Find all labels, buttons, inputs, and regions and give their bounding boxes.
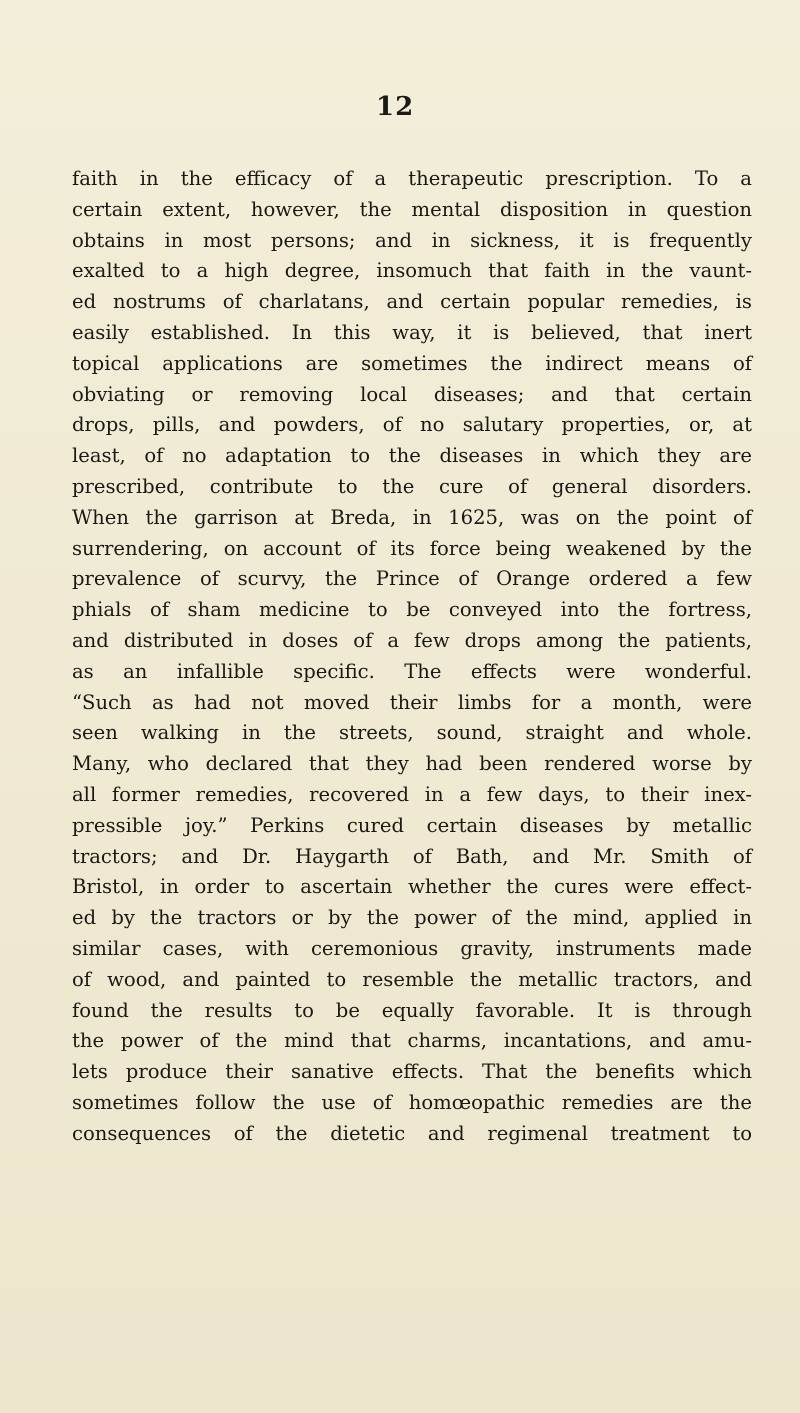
text-line: of wood, and painted to resemble the metallic tractors, and	[72, 967, 752, 991]
text-line: phials of sham medicine to be conveyed into the fortress,	[72, 598, 752, 622]
text-line: obviating or removing local diseases; and that certain	[72, 382, 752, 406]
text-line: the power of the mind that charms, incantations, and amu-	[72, 1029, 752, 1053]
body-text	[72, 164, 752, 1150]
text-line: certain extent, however, the mental disposition in question	[72, 197, 752, 221]
text-line: ed by the tractors or by the power of the mind, applied in	[72, 906, 752, 930]
text-line: consequences of the dietetic and regimenal treatment to	[72, 1121, 752, 1145]
text-line: lets produce their sanative effects. That the benefits which	[72, 1060, 752, 1084]
text-line: topical applications are sometimes the indirect means of	[72, 351, 752, 375]
text-line: tractors; and Dr. Haygarth of Bath, and Mr. Smith of	[72, 844, 752, 868]
text-line: exalted to a high degree, insomuch that faith in the vaunt-	[72, 259, 752, 283]
text-line: drops, pills, and powders, of no salutary properties, or, at	[72, 413, 752, 437]
text-line: Bristol, in order to ascertain whether the cures were effect-	[72, 875, 752, 899]
text-line: “Such as had not moved their limbs for a month, were	[72, 690, 752, 714]
text-line: sometimes follow the use of homœopathic remedies are the	[72, 1090, 752, 1114]
text-line: all former remedies, recovered in a few days, to their inex-	[72, 782, 752, 806]
text-line: prescribed, contribute to the cure of general disorders.	[72, 474, 752, 498]
text-line: as an infallible specific. The effects were wonderful.	[72, 659, 752, 683]
text-line: prevalence of scurvy, the Prince of Orange ordered a few	[72, 567, 752, 591]
text-line: surrendering, on account of its force being weakened by the	[72, 536, 752, 560]
page-number: 12	[376, 92, 415, 122]
text-line: faith in the efficacy of a therapeutic prescription. To a	[72, 167, 752, 190]
text-line: found the results to be equally favorable. It is through	[72, 998, 752, 1022]
text-line: ed nostrums of charlatans, and certain popular remedies, is	[72, 290, 752, 314]
text-line: When the garrison at Breda, in 1625, was on the point of	[72, 505, 752, 529]
text-line: least, of no adaptation to the diseases in which they are	[72, 444, 752, 468]
text-line: pressible joy.” Perkins cured certain diseases by metallic	[72, 813, 752, 837]
text-line: easily established. In this way, it is believed, that inert	[72, 320, 752, 344]
text-line: Many, who declared that they had been rendered worse by	[72, 752, 752, 776]
text-line: and distributed in doses of a few drops among the patients,	[72, 628, 752, 652]
text-line: obtains in most persons; and in sickness, it is frequently	[72, 228, 752, 252]
text-line: similar cases, with ceremonious gravity, instruments made	[72, 936, 752, 960]
text-line: seen walking in the streets, sound, straight and whole.	[72, 721, 752, 745]
